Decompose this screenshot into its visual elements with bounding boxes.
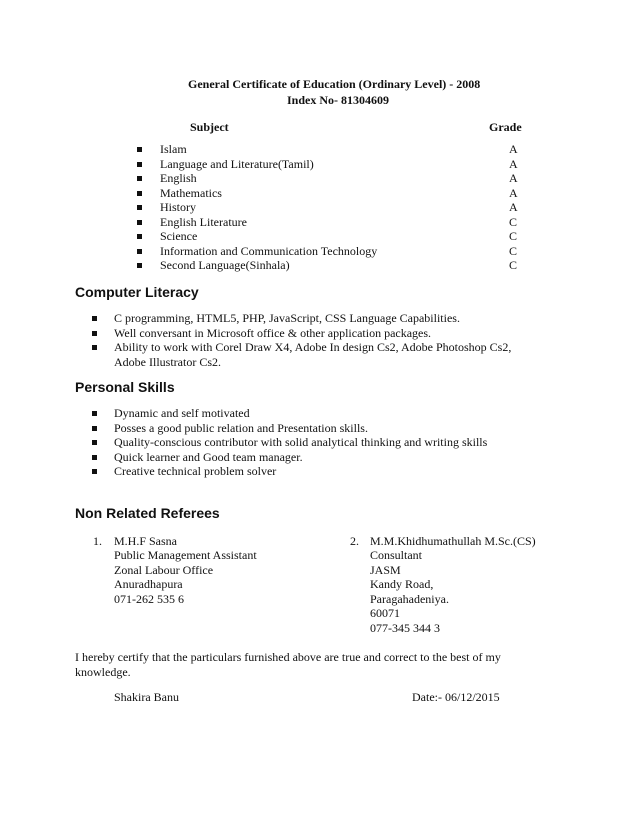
referee-phone: 071-262 535 6 (114, 592, 184, 606)
signatory-name: Shakira Banu (114, 690, 179, 704)
bullet-icon (137, 147, 142, 152)
list-item (0, 406, 638, 421)
referees-heading: Non Related Referees (75, 505, 220, 521)
subject-grade: A (509, 200, 518, 214)
list-item (0, 311, 638, 326)
subject-grade: C (509, 215, 518, 229)
grade-header: Grade (489, 120, 522, 134)
bullet-icon (137, 162, 142, 167)
subject-name: History (160, 200, 196, 214)
computer-literacy-heading: Computer Literacy (75, 284, 199, 300)
gce-index: Index No- 81304609 (287, 93, 390, 107)
signature-date: Date:- 06/12/2015 (412, 690, 500, 704)
list-item (0, 450, 638, 465)
list-item-text: Ability to work with Corel Draw X4, Adobe In design Cs2, Adobe Photoshop Cs2, (114, 340, 512, 354)
referee-title: Public Management Assistant (114, 548, 257, 562)
subject-grade: A (509, 157, 518, 171)
subject-name: Islam (160, 142, 187, 156)
subject-grade: A (509, 171, 518, 185)
certification-line: knowledge. (75, 665, 131, 679)
gce-title: General Certificate of Education (Ordinary Level) - 2008 (188, 77, 481, 91)
subject-name: Mathematics (160, 186, 222, 200)
subject-row (0, 200, 638, 215)
referee-name: M.M.Khidhumathullah M.Sc.(CS) (370, 534, 536, 548)
bullet-icon (92, 469, 97, 474)
subject-name: Information and Communication Technology (160, 244, 378, 258)
referee-city: Paragahadeniya. (370, 592, 449, 606)
subject-row (0, 215, 638, 230)
subject-row (0, 258, 638, 273)
referee-number: 2. (350, 534, 359, 548)
bullet-icon (137, 220, 142, 225)
referee-title: Consultant (370, 548, 423, 562)
list-item-text: Quality-conscious contributor with solid analytical thinking and writing skills (114, 435, 488, 449)
bullet-icon (137, 176, 142, 181)
subject-row (0, 186, 638, 201)
subject-grade: A (509, 186, 518, 200)
list-item-text: C programming, HTML5, PHP, JavaScript, CSS Language Capabilities. (114, 311, 460, 325)
list-item (0, 421, 638, 436)
referee-phone: 077-345 344 3 (370, 621, 440, 635)
subject-row (0, 244, 638, 259)
referee-number: 1. (93, 534, 102, 548)
subject-name: Second Language(Sinhala) (160, 258, 290, 272)
subject-name: English (160, 171, 197, 185)
subject-header: Subject (190, 120, 229, 134)
subject-grade: C (509, 229, 518, 243)
subject-row (0, 171, 638, 186)
subject-row (0, 229, 638, 244)
list-item-text: Quick learner and Good team manager. (114, 450, 303, 464)
bullet-icon (92, 455, 97, 460)
subject-grade: C (509, 258, 518, 272)
referee-office: Zonal Labour Office (114, 563, 214, 577)
bullet-icon (92, 440, 97, 445)
list-item-text: Posses a good public relation and Presentation skills. (114, 421, 368, 435)
list-item-continuation (0, 355, 638, 370)
bullet-icon (92, 345, 97, 350)
subject-row (0, 142, 638, 157)
list-item-text: Creative technical problem solver (114, 464, 277, 478)
list-item (0, 435, 638, 450)
subject-name: Language and Literature(Tamil) (160, 157, 314, 171)
subject-row (0, 157, 638, 172)
referee-name: M.H.F Sasna (114, 534, 178, 548)
referee-road: Kandy Road, (370, 577, 434, 591)
referee-city: Anuradhapura (114, 577, 183, 591)
referee-postcode: 60071 (370, 606, 400, 620)
list-item (0, 340, 638, 355)
bullet-icon (137, 249, 142, 254)
bullet-icon (137, 205, 142, 210)
bullet-icon (92, 331, 97, 336)
bullet-icon (92, 411, 97, 416)
bullet-icon (92, 426, 97, 431)
subject-name: English Literature (160, 215, 247, 229)
referee-org: JASM (370, 563, 401, 577)
list-item-text: Adobe Illustrator Cs2. (114, 355, 221, 369)
list-item-text: Dynamic and self motivated (114, 406, 250, 420)
list-item-text: Well conversant in Microsoft office & other application packages. (114, 326, 432, 340)
list-item (0, 464, 638, 479)
bullet-icon (92, 316, 97, 321)
subject-name: Science (160, 229, 198, 243)
subject-grade: A (509, 142, 518, 156)
list-item (0, 326, 638, 341)
bullet-icon (137, 234, 142, 239)
certification-line: I hereby certify that the particulars furnished above are true and correct to the best of my (75, 650, 501, 664)
bullet-icon (137, 191, 142, 196)
personal-skills-heading: Personal Skills (75, 379, 175, 395)
bullet-icon (137, 263, 142, 268)
subject-grade: C (509, 244, 518, 258)
